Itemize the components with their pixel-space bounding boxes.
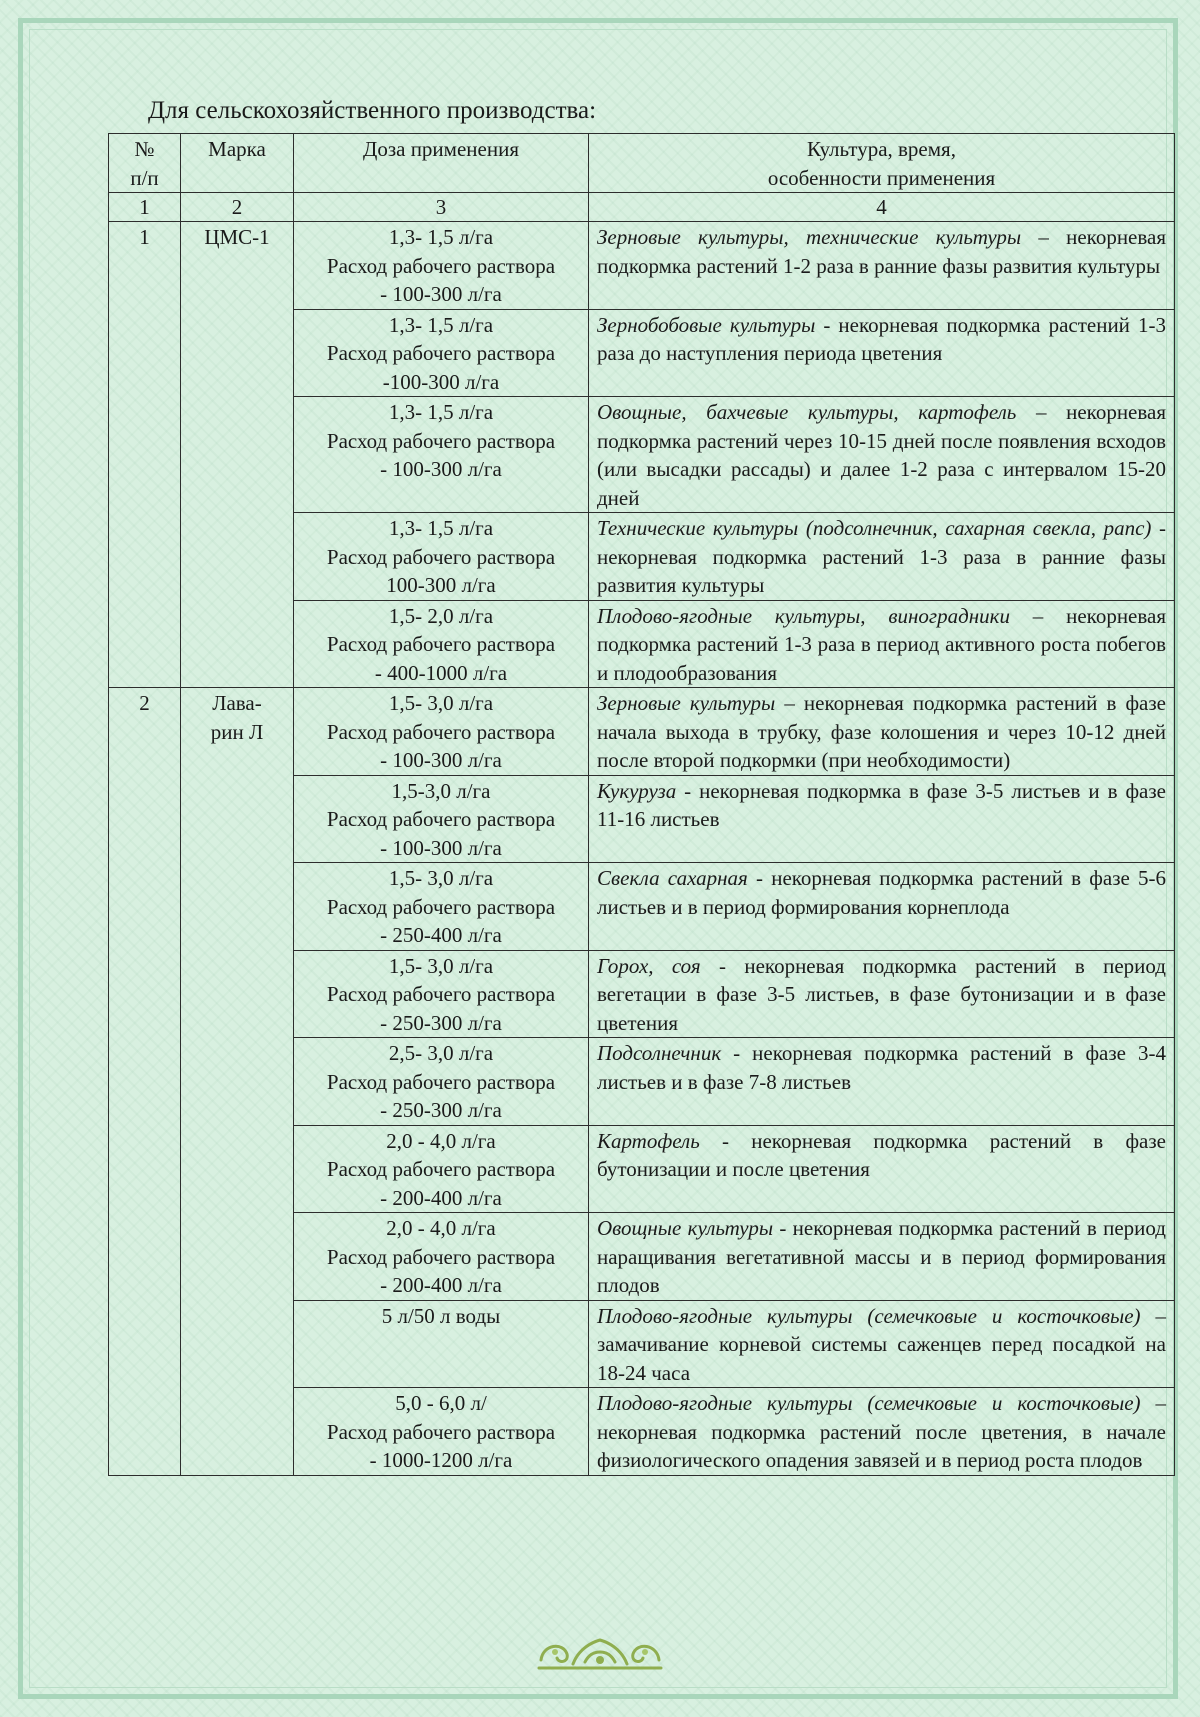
culture-cell — [589, 863, 1175, 951]
culture-cell — [589, 1213, 1175, 1301]
application-details: – некорневая подкормка растений в фазе начала выхода в трубку, фазе колошения и через 10-12 дней после второй подкормки (при необходимости) — [597, 691, 1166, 772]
dose-cell: 2,5- 3,0 л/га Расход рабочего раствора - 250-300 л/га — [294, 1038, 589, 1126]
culture-cell — [589, 513, 1175, 601]
crop-name: Свекла сахарная — [597, 866, 748, 890]
dose-cell: 1,5- 3,0 л/га Расход рабочего раствора - 100-300 л/га — [294, 688, 589, 776]
crop-name: Зерновые культуры, технические культуры — [597, 225, 1022, 249]
crop-name: Картофель — [597, 1128, 700, 1153]
culture-cell — [589, 688, 1175, 776]
column-number-row — [109, 193, 1175, 222]
application-table — [108, 133, 1175, 1476]
culture-cell — [589, 1038, 1175, 1126]
dose-cell: 1,5- 2,0 л/га Расход рабочего раствора - 400-1000 л/га — [294, 600, 589, 688]
application-details: – некорневая подкормка растений 1-3 раза в период активного роста побегов и плодообразования — [597, 603, 1166, 685]
application-details: – замачивание корневой системы саженцев перед посадкой на 18-24 часа — [597, 1303, 1166, 1385]
dose-cell: 1,3- 1,5 л/га Расход рабочего раствора -100-300 л/га — [294, 309, 589, 397]
column-number: 3 — [294, 193, 589, 222]
culture-cell — [589, 600, 1175, 688]
application-details: – некорневая подкормка растений через 10-15 дней после появления всходов (или высадки рассады) и далее 1-2 раза с интервалом 15-20 дней — [597, 400, 1166, 510]
crop-name: Зернобобовые культуры — [597, 312, 816, 337]
crop-name: Кукуруза — [597, 778, 677, 803]
dose-cell: 1,3- 1,5 л/га Расход рабочего раствора - 100-300 л/га — [294, 397, 589, 513]
culture-cell — [589, 222, 1175, 310]
crop-name: Плодово-ягодные культуры, виноградники — [597, 603, 1010, 628]
crop-name: Плодово-ягодные культуры (семечковые и косточковые) — [597, 1391, 1141, 1415]
application-details: - некорневая подкормка растений 1-3 раза в ранние фазы развития культуры — [597, 516, 1166, 597]
header-row — [109, 134, 1175, 193]
product-mark: Лава- рин Л — [181, 688, 294, 1476]
column-number: 1 — [109, 193, 181, 222]
culture-cell — [589, 1125, 1175, 1213]
table-row — [109, 222, 1175, 310]
ornament-icon — [533, 1630, 667, 1674]
culture-cell — [589, 775, 1175, 863]
dose-cell: 1,5- 3,0 л/га Расход рабочего раствора - 250-300 л/га — [294, 950, 589, 1038]
header-dose: Доза применения — [294, 134, 589, 193]
application-details: – некорневая подкормка растений после цветения, в начале физиологического опадения завязей и в период роста плодов — [597, 1391, 1166, 1472]
application-details: - некорневая подкормка в фазе 3-5 листьев и в фазе 11-16 листьев — [597, 778, 1166, 831]
section-caption: Для сельскохозяйственного производства: — [148, 97, 597, 124]
crop-name: Зерновые культуры — [597, 691, 776, 715]
dose-cell: 2,0 - 4,0 л/га Расход рабочего раствора - 200-400 л/га — [294, 1213, 589, 1301]
header-mark: Марка — [181, 134, 294, 193]
application-details: - некорневая подкормка растений в период вегетации в фазе 3-5 листьев, в фазе бутонизации и в фазе цветения — [597, 953, 1166, 1035]
application-details: – некорневая подкормка растений 1-2 раза в ранние фазы развития культуры — [597, 225, 1166, 278]
application-details: - некорневая подкормка растений в фазе бутонизации и после цветения — [597, 1128, 1166, 1181]
dose-cell: 1,3- 1,5 л/га Расход рабочего раствора - 100-300 л/га — [294, 222, 589, 310]
header-culture: Культура, время, особенности применения — [589, 134, 1175, 193]
crop-name: Овощные культуры — [597, 1216, 774, 1240]
dose-cell: 1,3- 1,5 л/га Расход рабочего раствора 100-300 л/га — [294, 513, 589, 601]
application-details: - некорневая подкормка растений 1-3 раза до наступления периода цветения — [597, 312, 1166, 365]
application-details: - некорневая подкормка растений в фазе 3-4 листьев и в фазе 7-8 листьев — [597, 1041, 1166, 1094]
application-details: - некорневая подкормка растений в фазе 5-6 листьев и в период формирования корнеплода — [597, 866, 1166, 919]
crop-name: Плодово-ягодные культуры (семечковые и косточковые) — [597, 1303, 1141, 1328]
culture-cell — [589, 397, 1175, 513]
crop-name: Технические культуры (подсолнечник, сахарная свекла, рапс) — [597, 516, 1152, 540]
crop-name: Горох, соя — [597, 953, 701, 978]
column-number: 4 — [589, 193, 1175, 222]
header-number: № п/п — [109, 134, 181, 193]
dose-cell: 1,5- 3,0 л/га Расход рабочего раствора - 250-400 л/га — [294, 863, 589, 951]
dose-cell: 5,0 - 6,0 л/ Расход рабочего раствора - 1000-1200 л/га — [294, 1388, 589, 1476]
table-row — [109, 688, 1175, 776]
dose-cell: 2,0 - 4,0 л/га Расход рабочего раствора - 200-400 л/га — [294, 1125, 589, 1213]
row-number: 2 — [109, 688, 181, 1476]
culture-cell — [589, 1388, 1175, 1476]
dose-cell: 5 л/50 л воды — [294, 1300, 589, 1388]
dose-cell: 1,5-3,0 л/га Расход рабочего раствора - 100-300 л/га — [294, 775, 589, 863]
column-number: 2 — [181, 193, 294, 222]
culture-cell — [589, 950, 1175, 1038]
culture-cell — [589, 1300, 1175, 1388]
product-mark: ЦМС-1 — [181, 222, 294, 688]
crop-name: Подсолнечник — [597, 1041, 722, 1065]
crop-name: Овощные, бахчевые культуры, картофель — [597, 400, 1017, 424]
row-number: 1 — [109, 222, 181, 688]
culture-cell — [589, 309, 1175, 397]
application-details: - некорневая подкормка растений в период наращивания вегетативной массы и в период формирования плодов — [597, 1216, 1166, 1297]
